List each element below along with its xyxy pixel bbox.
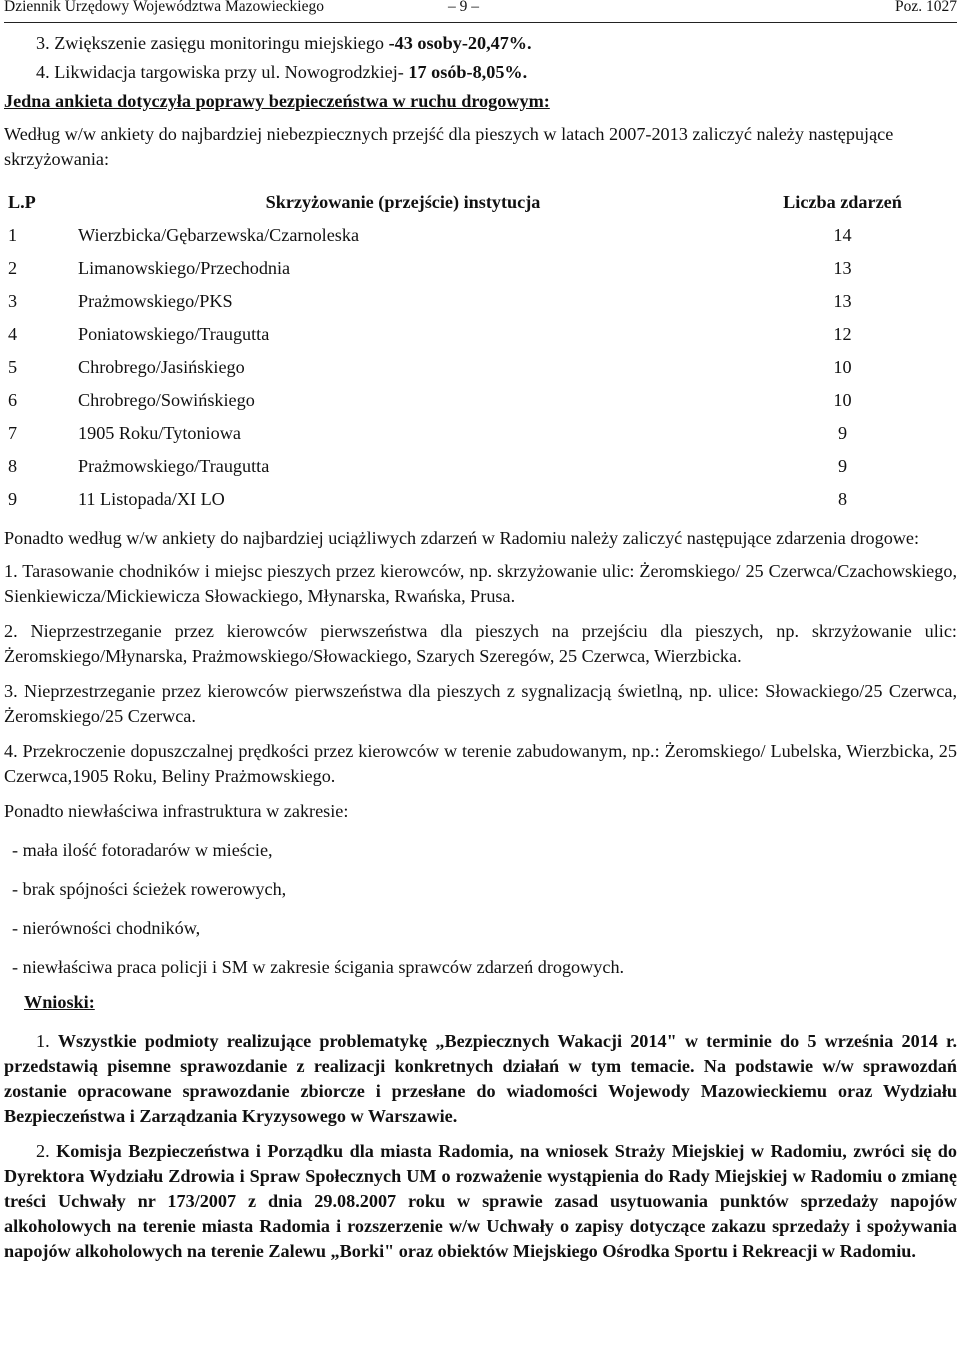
list-item-value: 17 osób-8,05%. — [408, 62, 528, 82]
crossings-table — [4, 186, 957, 516]
infra-intro: Ponadto niewłaściwa infrastruktura w zakresie: — [4, 801, 349, 821]
infra-item: - mała ilość fotoradarów w mieście, — [12, 840, 273, 860]
cell-crossing: Chrobrego/Jasińskiego — [78, 357, 245, 377]
conclusion-item — [4, 1139, 957, 1264]
cell-lp: 1 — [8, 225, 18, 245]
cell-count: 8 — [837, 489, 848, 509]
cell-count: 9 — [837, 423, 848, 443]
cell-lp: 2 — [8, 258, 18, 278]
infra-item: - brak spójności ścieżek rowerowych, — [12, 879, 287, 899]
cell-crossing: 1905 Roku/Tytoniowa — [78, 423, 241, 443]
table-row — [4, 384, 957, 417]
header-lp: L.P — [8, 192, 36, 212]
cell-lp: 6 — [8, 390, 18, 410]
event-item: 3. Nieprzestrzeganie przez kierowców pierwszeństwa dla pieszych z sygnalizacją świetlną, np. ulice: Słowackiego/25 Czerwca, Żeromskiego/25 Czerwca. — [4, 681, 957, 726]
page-number: – 9 – — [448, 0, 479, 15]
table-row — [4, 351, 957, 384]
survey-heading: Jedna ankieta dotyczyła poprawy bezpieczeństwa w ruchu drogowym: — [4, 91, 550, 111]
infra-item: - nierówności chodników, — [12, 918, 201, 938]
cell-crossing: Limanowskiego/Przechodnia — [78, 258, 291, 278]
table-row — [4, 285, 957, 318]
list-item-text: 3. Zwiększenie zasięgu monitoringu miejskiego — [36, 33, 389, 53]
table-row — [4, 483, 957, 516]
header-count: Liczba zdarzeń — [783, 192, 902, 212]
list-item — [4, 31, 957, 56]
conclusion-item — [4, 1029, 957, 1129]
cell-count: 13 — [833, 258, 852, 278]
table-row — [4, 450, 957, 483]
intro-paragraph: Według w/w ankiety do najbardziej niebezpiecznych przejść dla pieszych w latach 2007-2013 zaliczyć należy następujące skrzyżowania: — [4, 124, 894, 169]
header-crossing: Skrzyżowanie (przejście) instytucja — [265, 192, 541, 212]
cell-lp: 4 — [8, 324, 18, 344]
table-header-row — [4, 186, 957, 219]
cell-crossing: Prażmowskiego/PKS — [78, 291, 233, 311]
cell-crossing: Chrobrego/Sowińskiego — [78, 390, 255, 410]
journal-title: Dziennik Urzędowy Województwa Mazowieckiego — [4, 0, 324, 15]
cell-lp: 9 — [8, 489, 18, 509]
cell-lp: 3 — [8, 291, 18, 311]
list-item-text: 4. Likwidacja targowiska przy ul. Nowogrodzkiej- — [36, 62, 409, 82]
cell-count: 12 — [833, 324, 852, 344]
event-item: 2. Nieprzestrzeganie przez kierowców pierwszeństwa dla pieszych na przejściu dla pieszych, np. skrzyżowanie ulic: Żeromskiego/Młynarska, Prażmowskiego/Słowackiego, Szarych Szeregów, 25 Czerwca, Wierzbicka. — [4, 621, 957, 666]
list-item — [4, 60, 957, 85]
event-item: 4. Przekroczenie dopuszczalnej prędkości przez kierowców w terenie zabudowanym, np.: Żeromskiego/ Lubelska, Wierzbicka, 25 Czerwca,1905 Roku, Beliny Prażmowskiego. — [4, 741, 957, 786]
page-header — [4, 0, 957, 23]
cell-count: 10 — [833, 357, 852, 377]
cell-count: 14 — [833, 225, 852, 245]
table-row — [4, 417, 957, 450]
table-row — [4, 252, 957, 285]
table-row — [4, 219, 957, 252]
cell-crossing: Prażmowskiego/Traugutta — [78, 456, 270, 476]
cell-count: 10 — [833, 390, 852, 410]
cell-lp: 7 — [8, 423, 18, 443]
cell-crossing: 11 Listopada/XI LO — [78, 489, 225, 509]
document-page — [4, 0, 957, 1264]
cell-count: 13 — [833, 291, 852, 311]
cell-crossing: Wierzbicka/Gębarzewska/Czarnoleska — [78, 225, 360, 245]
table-row — [4, 318, 957, 351]
position-number: Poz. 1027 — [895, 0, 957, 15]
cell-lp: 8 — [8, 456, 18, 476]
cell-count: 9 — [837, 456, 848, 476]
conclusion-number: 1. — [36, 1031, 58, 1051]
cell-crossing: Poniatowskiego/Traugutta — [78, 324, 270, 344]
conclusion-text: Wszystkie podmioty realizujące problematykę „Bezpiecznych Wakacji 2014" w terminie do 5 września 2014 r. przedstawią pisemne sprawozdanie z realizacji konkretnych działań w tym temacie. Na podstawie w/w sprawozdań zostanie opracowane sprawozdanie zbiorcze i przesłane do wiadomości Wojewody Mazowieckiemu oraz Wydziału Bezpieczeństwa i Zarządzania Kryzysowego w Warszawie. — [4, 1031, 958, 1126]
conclusions-heading: Wnioski: — [24, 992, 95, 1012]
after-table-paragraph: Ponadto według w/w ankiety do najbardziej uciążliwych zdarzeń w Radomiu należy zaliczyć następujące zdarzenia drogowe: — [4, 528, 920, 548]
infra-item: - niewłaściwa praca policji i SM w zakresie ścigania sprawców zdarzeń drogowych. — [12, 957, 625, 977]
conclusion-number: 2. — [36, 1141, 57, 1161]
event-item: 1. Tarasowanie chodników i miejsc pieszych przez kierowców, np. skrzyżowanie ulic: Żeromskiego/ 25 Czerwca/Czachowskiego, Sienkiewicza/Mickiewicza Słowackiego, Młynarska, Rwańska, Prusa. — [4, 561, 957, 606]
cell-lp: 5 — [8, 357, 18, 377]
conclusion-text: Komisja Bezpieczeństwa i Porządku dla miasta Radomia, na wniosek Straży Miejskiej w Radomiu, zwróci się do Dyrektora Wydziału Zdrowia i Spraw Społecznych UM o rozważenie wystąpienia do Rady Miejskiej w Radomiu o zmianę treści Uchwały nr 173/2007 z dnia 29.08.2007 roku w sprawie zasad usytuowania punktów sprzedaży napojów alkoholowych na terenie miasta Radomia i rozszerzenie w/w Uchwały o zapisy dotyczące zakazu sprzedaży i spożywania napojów alkoholowych na terenie Zalewu „Borki" oraz obiektów Miejskiego Ośrodka Sportu i Rekreacji w Radomiu. — [4, 1141, 957, 1261]
list-item-value: -43 osoby-20,47%. — [388, 33, 532, 53]
